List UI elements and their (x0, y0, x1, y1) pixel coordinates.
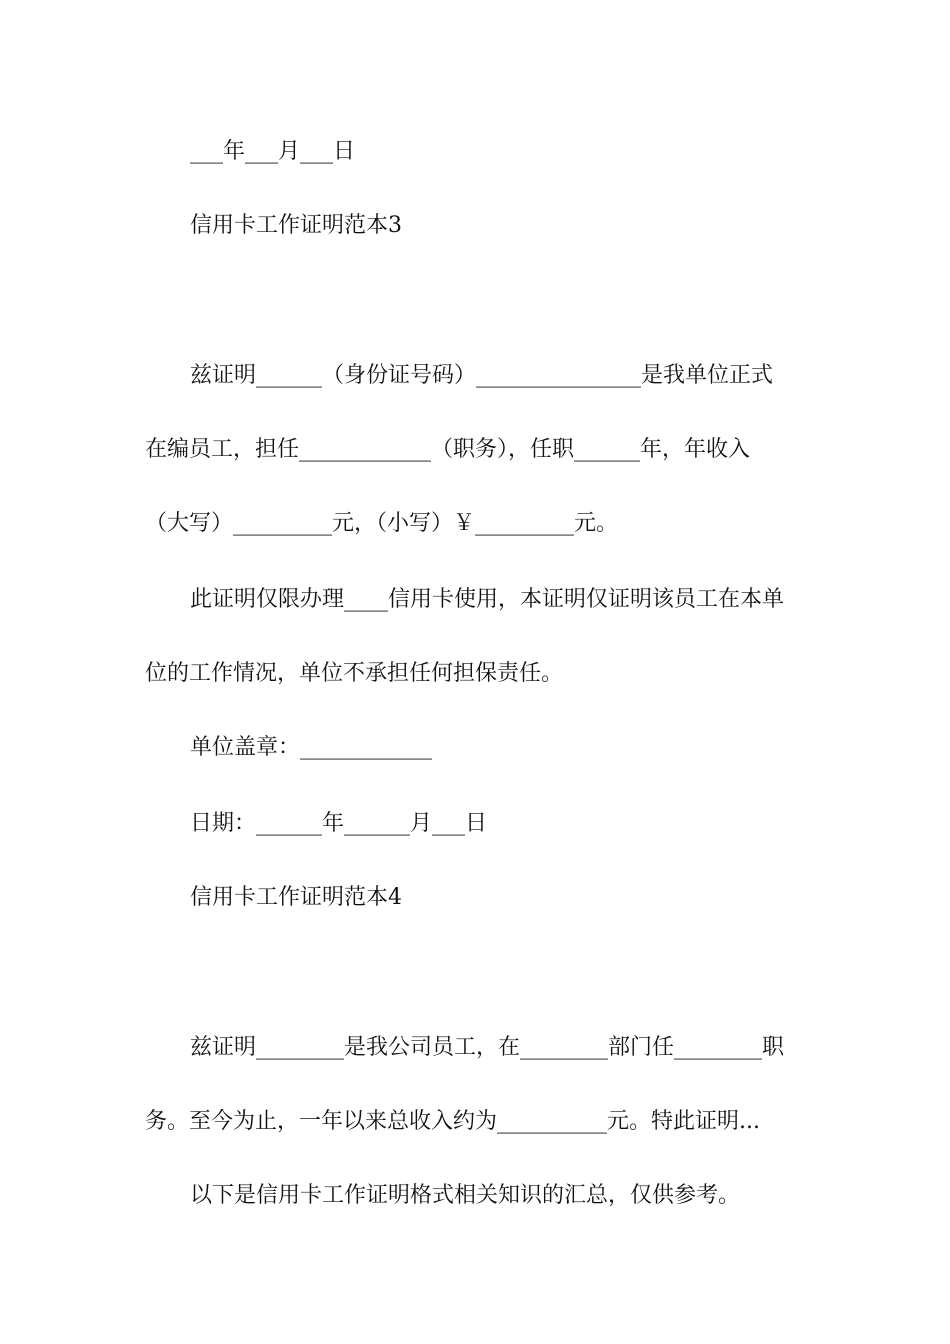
section-title-4: 信用卡工作证明范本4 (190, 885, 402, 910)
paragraph-line: （大写）_________元，（小写）￥_________元。 (145, 511, 619, 536)
paragraph-line: 此证明仅限办理____信用卡使用，本证明仅证明该员工在本单 (190, 587, 785, 612)
paragraph-line: 在编员工，担任____________（职务），任职______年，年收入 (145, 437, 751, 462)
date-line: ___年___月___日 (190, 139, 356, 164)
date-field-line: 日期：______年______月___日 (190, 811, 488, 836)
seal-line: 单位盖章：____________ (190, 735, 433, 760)
paragraph-line: 兹证明________是我公司员工，在________部门任________职 (190, 1035, 785, 1060)
summary-line: 以下是信用卡工作证明格式相关知识的汇总，仅供参考。 (190, 1183, 741, 1208)
paragraph-line: 兹证明______（身份证号码）_______________是我单位正式 (190, 363, 774, 388)
paragraph-line: 位的工作情况，单位不承担任何担保责任。 (145, 661, 564, 686)
paragraph-line: 务。至今为止，一年以来总收入约为__________元。特此证明... (145, 1109, 760, 1134)
section-title-3: 信用卡工作证明范本3 (190, 213, 402, 238)
